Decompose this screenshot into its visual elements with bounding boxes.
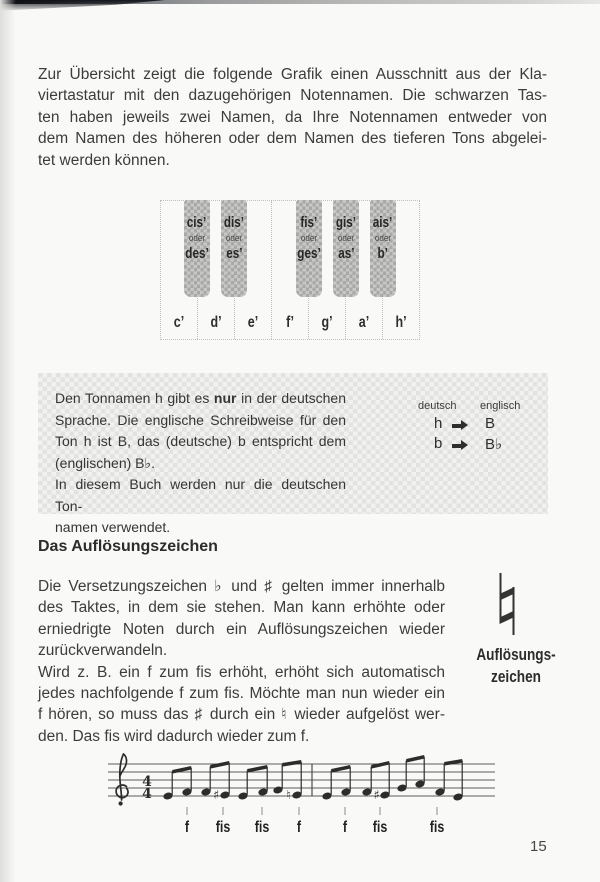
beam	[282, 760, 301, 767]
white-key-label: h’	[395, 314, 407, 331]
paragraph-line: Sprache. Die englische Schreibweise für den	[55, 411, 346, 428]
note-label-text: f	[184, 818, 190, 837]
black-key-name-upper: cis’	[187, 214, 207, 231]
table-header-englisch: englisch	[480, 400, 521, 412]
note-label	[373, 819, 388, 837]
black-key-connector: oder	[225, 233, 243, 243]
black-key-gis-as	[333, 200, 359, 297]
black-key-name-lower: as’	[337, 245, 355, 262]
info-box	[38, 373, 548, 535]
black-key-name-lower: es’	[225, 245, 243, 262]
paragraph-line: f hören, so muss das ♯ durch ein ♮ wieder aufgelöst wer-	[38, 706, 445, 724]
beam	[172, 766, 191, 774]
arrow-head	[461, 440, 468, 450]
keyboard-diagram	[160, 200, 420, 340]
note-label	[185, 819, 189, 837]
section-heading: Das Auflösungszeichen	[38, 538, 218, 555]
arrow-shaft	[452, 444, 461, 448]
note-label	[343, 819, 347, 837]
beam	[406, 755, 424, 763]
paragraph-line: tet werden können.	[38, 151, 170, 169]
sharp-accidental-icon: ♯	[373, 787, 380, 802]
paragraph-line: jedes nachfolgende f zum fis. Möchte man nun wieder ein	[38, 685, 445, 703]
table-cell: B♭	[485, 436, 503, 453]
note-label	[216, 819, 231, 837]
beam	[247, 765, 267, 773]
text-run: in der deutschen	[241, 390, 346, 406]
section-paragraph	[38, 576, 445, 747]
note-label-text: fis	[429, 818, 445, 837]
paragraph-line: ten haben jeweils zwei Namen, da Ihre Notennamen entweder von	[38, 108, 547, 126]
black-key-ais-b	[370, 200, 396, 297]
note-label-text: fis	[372, 818, 388, 837]
note-label-text: f	[296, 818, 302, 837]
paragraph-line: Ton h ist B, das (deutsche) b entspricht dem	[55, 433, 346, 449]
white-key-label: d’	[210, 314, 222, 331]
black-key-cis-des	[184, 200, 210, 297]
white-key-label: c’	[173, 314, 185, 331]
paragraph-line: (englischen) B♭.	[55, 454, 155, 471]
table-cell: B	[485, 415, 496, 432]
music-staff-example	[60, 743, 520, 855]
black-key-name-lower: des’	[185, 245, 209, 262]
white-key-label: a’	[358, 314, 370, 331]
paragraph-line: viertastatur mit den dazugehörigen Notennamen. Die schwarzen Tas-	[38, 87, 547, 105]
time-sig-upper: 4	[142, 774, 152, 790]
paragraph-line: erniedrigte Noten durch ein Auflösungszeichen wieder	[38, 620, 445, 638]
paragraph-line: Die Versetzungszeichen ♭ und ♯ gelten immer innerhalb	[38, 578, 445, 595]
time-sig-lower: 4	[142, 786, 152, 802]
beam	[331, 765, 350, 773]
white-key-label: e’	[247, 314, 259, 331]
paragraph-line: In diesem Buch werden nur die deutschen Ton-	[55, 476, 346, 514]
note-label-text: fis	[215, 818, 231, 837]
note-pair	[163, 766, 193, 801]
natural-sign-icon	[497, 571, 517, 637]
time-signature	[142, 774, 152, 802]
paragraph-line: dem Namen des höheren oder dem Namen des tieferen Tons abgelei-	[38, 130, 547, 148]
table-cell: h	[434, 415, 443, 432]
paragraph-line: Zur Übersicht zeigt die folgende Grafik einen Ausschnitt aus der Kla-	[38, 66, 547, 83]
black-key-fis-ges	[296, 200, 322, 297]
black-key-name-upper: gis’	[335, 214, 357, 231]
natural-accidental-icon: ♮	[286, 787, 291, 802]
right-arrow-icon	[452, 440, 469, 451]
note-pair	[322, 765, 352, 801]
paragraph-line: zurückverwandeln.	[38, 642, 168, 660]
paragraph-line: Wird z. B. ein f zum fis erhöht, erhöht sich automatisch	[38, 663, 445, 681]
info-box-text	[55, 388, 346, 539]
white-key-label: f’	[286, 314, 294, 331]
table-header-deutsch: deutsch	[418, 400, 457, 412]
paragraph-line: des Taktes, in dem sie stehen. Man kann erhöhte oder	[38, 599, 445, 617]
black-key-name-lower: ges’	[297, 245, 321, 262]
note-pair	[397, 755, 426, 793]
note-label	[430, 819, 445, 837]
scan-corner-shadow	[0, 0, 165, 12]
note-label-text: f	[342, 818, 348, 837]
page-left-shadow	[0, 0, 16, 882]
beam	[371, 761, 389, 769]
black-key-name-upper: ais’	[373, 214, 393, 231]
note-pair	[238, 765, 269, 801]
white-key-label: g’	[321, 314, 333, 331]
margin-label-line: zeichen	[491, 667, 541, 686]
beam	[210, 761, 229, 769]
paragraph-line	[55, 388, 346, 410]
margin-label-line: Auflösungs-	[476, 645, 556, 664]
black-key-name-lower: b’	[377, 245, 389, 262]
black-key-name-upper: dis’	[223, 214, 245, 231]
arrow-shaft	[452, 424, 461, 428]
note-label	[255, 819, 270, 837]
black-key-connector: oder	[188, 233, 206, 243]
black-key-name-upper: fis’	[300, 214, 318, 231]
table-cell: b	[434, 435, 443, 452]
arrow-head	[461, 420, 468, 430]
note-label-text: fis	[254, 818, 270, 837]
black-key-dis-es	[221, 200, 247, 297]
beam	[444, 759, 462, 766]
paragraph-line: den. Das fis wird dadurch wieder zum f.	[38, 727, 310, 745]
text-run: Den Tonnamen h gibt es	[55, 390, 210, 406]
emphasized-word: nur	[213, 390, 237, 406]
paragraph-line: namen verwendet.	[55, 519, 171, 535]
black-key-connector: oder	[374, 233, 392, 243]
sharp-accidental-icon: ♯	[212, 787, 220, 802]
page-number: 15	[530, 838, 547, 855]
right-arrow-icon	[452, 420, 469, 431]
black-key-connector: oder	[300, 233, 318, 243]
margin-label	[470, 644, 561, 688]
intro-paragraph	[38, 64, 547, 171]
black-key-connector: oder	[337, 233, 355, 243]
note-label	[297, 819, 301, 837]
